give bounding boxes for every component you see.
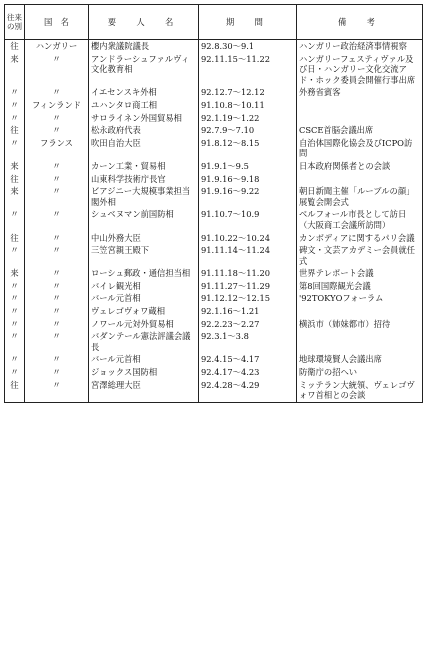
cell-country: 〃 (25, 330, 89, 353)
cell-period: 92.11.15～11.22 (199, 53, 297, 87)
cell-person: ノワール元対外貿易相 (89, 318, 199, 331)
cell-period: 92.12.7～12.12 (199, 86, 297, 99)
table-row (5, 379, 423, 403)
header-direction: 往来の別 (5, 5, 25, 40)
cell-remarks: 世界テレポート会議 (297, 267, 423, 280)
cell-remarks: ミッテラン大統領、ヴェレゴヴォワ首相との会談 (297, 379, 423, 403)
table-row (5, 292, 423, 305)
cell-direction: 往 (5, 173, 25, 186)
cell-remarks: 横浜市（姉妹都市）招待 (297, 318, 423, 331)
cell-period: 92.3.1～3.8 (199, 330, 297, 353)
cell-direction: 〃 (5, 244, 25, 267)
header-remarks: 備 考 (297, 5, 423, 40)
cell-person: ユハンタロ商工相 (89, 99, 199, 112)
cell-country: フランス (25, 137, 89, 160)
cell-country: 〃 (25, 379, 89, 403)
cell-direction: 往 (5, 232, 25, 245)
cell-country: 〃 (25, 292, 89, 305)
cell-period: 91.10.7～10.9 (199, 208, 297, 231)
cell-direction: 〃 (5, 318, 25, 331)
table-row (5, 86, 423, 99)
table-row (5, 112, 423, 125)
cell-remarks: 外務省賓客 (297, 86, 423, 99)
table-row (5, 124, 423, 137)
cell-remarks (297, 99, 423, 112)
cell-remarks (297, 173, 423, 186)
cell-direction: 〃 (5, 208, 25, 231)
cell-period: 91.11.18～11.20 (199, 267, 297, 280)
cell-remarks: 自治体国際化協会及びICPO訪問 (297, 137, 423, 160)
table-row (5, 267, 423, 280)
cell-remarks: '92TOKYOフォーラム (297, 292, 423, 305)
cell-person: バダンテール憲法評議会議長 (89, 330, 199, 353)
table-row (5, 244, 423, 267)
cell-period: 92.7.9～7.10 (199, 124, 297, 137)
cell-country: 〃 (25, 53, 89, 87)
table-row (5, 318, 423, 331)
cell-period: 91.11.27～11.29 (199, 280, 297, 293)
cell-remarks: CSCE首脳会議出席 (297, 124, 423, 137)
cell-country: 〃 (25, 305, 89, 318)
cell-person: サロライネン外国貿易相 (89, 112, 199, 125)
cell-country: 〃 (25, 112, 89, 125)
cell-remarks: 朝日新聞主催「ルーブルの顔」展覧会開会式 (297, 185, 423, 208)
cell-country: 〃 (25, 353, 89, 366)
cell-country: 〃 (25, 244, 89, 267)
cell-remarks (297, 112, 423, 125)
header-country: 国 名 (25, 5, 89, 40)
cell-country: フィンランド (25, 99, 89, 112)
cell-person: 櫻内衆議院議長 (89, 40, 199, 53)
cell-period: 92.1.19～1.22 (199, 112, 297, 125)
cell-person: ヴェレゴヴォワ蔵相 (89, 305, 199, 318)
cell-country: 〃 (25, 86, 89, 99)
cell-remarks: ベルフォール市長として訪日（大阪商工会議所訪問） (297, 208, 423, 231)
cell-period: 91.8.12～8.15 (199, 137, 297, 160)
header-person: 要 人 名 (89, 5, 199, 40)
cell-direction: 〃 (5, 305, 25, 318)
cell-person: アンドラーシュファルヴィ文化教育相 (89, 53, 199, 87)
cell-person: 山東科学技術庁長官 (89, 173, 199, 186)
cell-remarks: 碑文・文芸アカデミー会員就任式 (297, 244, 423, 267)
table-row (5, 173, 423, 186)
cell-country: 〃 (25, 318, 89, 331)
cell-direction: 往 (5, 40, 25, 53)
cell-person: バール元首相 (89, 353, 199, 366)
cell-remarks (297, 305, 423, 318)
cell-remarks: カンボディアに関するパリ会議 (297, 232, 423, 245)
table-row (5, 40, 423, 53)
cell-remarks (297, 330, 423, 353)
cell-direction: 〃 (5, 280, 25, 293)
cell-person: 三笠宮親王殿下 (89, 244, 199, 267)
cell-person: ジョックス国防相 (89, 366, 199, 379)
cell-person: イエセンスキ外相 (89, 86, 199, 99)
cell-direction: 〃 (5, 137, 25, 160)
table-row (5, 160, 423, 173)
cell-country: 〃 (25, 267, 89, 280)
cell-period: 92.4.17～4.23 (199, 366, 297, 379)
cell-period: 91.12.12～12.15 (199, 292, 297, 305)
cell-direction: 〃 (5, 86, 25, 99)
table-row (5, 53, 423, 87)
cell-period: 92.4.28～4.29 (199, 379, 297, 403)
cell-remarks: 日本政府関係者との会談 (297, 160, 423, 173)
cell-person: 宮澤総理大臣 (89, 379, 199, 403)
cell-person: バイレ観光相 (89, 280, 199, 293)
cell-country: 〃 (25, 208, 89, 231)
cell-direction: 往 (5, 379, 25, 403)
cell-country: ハンガリー (25, 40, 89, 53)
table-row (5, 208, 423, 231)
table-row (5, 137, 423, 160)
cell-direction: 来 (5, 267, 25, 280)
cell-person: シュベヌマン前国防相 (89, 208, 199, 231)
table-row (5, 366, 423, 379)
cell-remarks: 地球環境賢人会議出席 (297, 353, 423, 366)
cell-period: 92.2.23～2.27 (199, 318, 297, 331)
cell-remarks: ハンガリーフェスティヴァル及び日・ハンガリー文化交流アド・ホック委員会開催行事出席 (297, 53, 423, 87)
cell-country: 〃 (25, 173, 89, 186)
cell-period: 92.1.16～1.21 (199, 305, 297, 318)
cell-direction: 来 (5, 160, 25, 173)
cell-period: 91.9.16～9.22 (199, 185, 297, 208)
cell-direction: 〃 (5, 292, 25, 305)
cell-person: ビアジニー大規模事業担当閣外相 (89, 185, 199, 208)
cell-period: 91.11.14～11.24 (199, 244, 297, 267)
cell-direction: 〃 (5, 353, 25, 366)
cell-direction: 来 (5, 53, 25, 87)
table-row (5, 305, 423, 318)
cell-direction: 〃 (5, 366, 25, 379)
cell-person: 松永政府代表 (89, 124, 199, 137)
cell-remarks: 第8回国際観光会議 (297, 280, 423, 293)
cell-person: ローシュ郵政・通信担当相 (89, 267, 199, 280)
header-row (5, 5, 423, 40)
cell-person: 吹田自治大臣 (89, 137, 199, 160)
cell-period: 91.10.22～10.24 (199, 232, 297, 245)
header-period: 期 間 (199, 5, 297, 40)
document (4, 4, 422, 403)
table-row (5, 353, 423, 366)
cell-direction: 来 (5, 185, 25, 208)
cell-person: 中山外務大臣 (89, 232, 199, 245)
cell-direction: 〃 (5, 99, 25, 112)
cell-direction: 〃 (5, 330, 25, 353)
visits-table (4, 4, 423, 403)
cell-person: カーン工業・貿易相 (89, 160, 199, 173)
cell-remarks: 防衛庁の招へい (297, 366, 423, 379)
table-row (5, 185, 423, 208)
cell-country: 〃 (25, 160, 89, 173)
cell-period: 91.9.16～9.18 (199, 173, 297, 186)
table-body (5, 40, 423, 403)
cell-person: バール元首相 (89, 292, 199, 305)
table-row (5, 99, 423, 112)
cell-country: 〃 (25, 124, 89, 137)
cell-country: 〃 (25, 280, 89, 293)
cell-country: 〃 (25, 232, 89, 245)
cell-period: 92.4.15～4.17 (199, 353, 297, 366)
cell-country: 〃 (25, 366, 89, 379)
cell-country: 〃 (25, 185, 89, 208)
cell-direction: 〃 (5, 112, 25, 125)
cell-direction: 往 (5, 124, 25, 137)
cell-period: 91.10.8～10.11 (199, 99, 297, 112)
table-row (5, 330, 423, 353)
cell-period: 91.9.1～9.5 (199, 160, 297, 173)
table-row (5, 232, 423, 245)
cell-period: 92.8.30～9.1 (199, 40, 297, 53)
table-row (5, 280, 423, 293)
cell-remarks: ハンガリー政治経済事情視察 (297, 40, 423, 53)
